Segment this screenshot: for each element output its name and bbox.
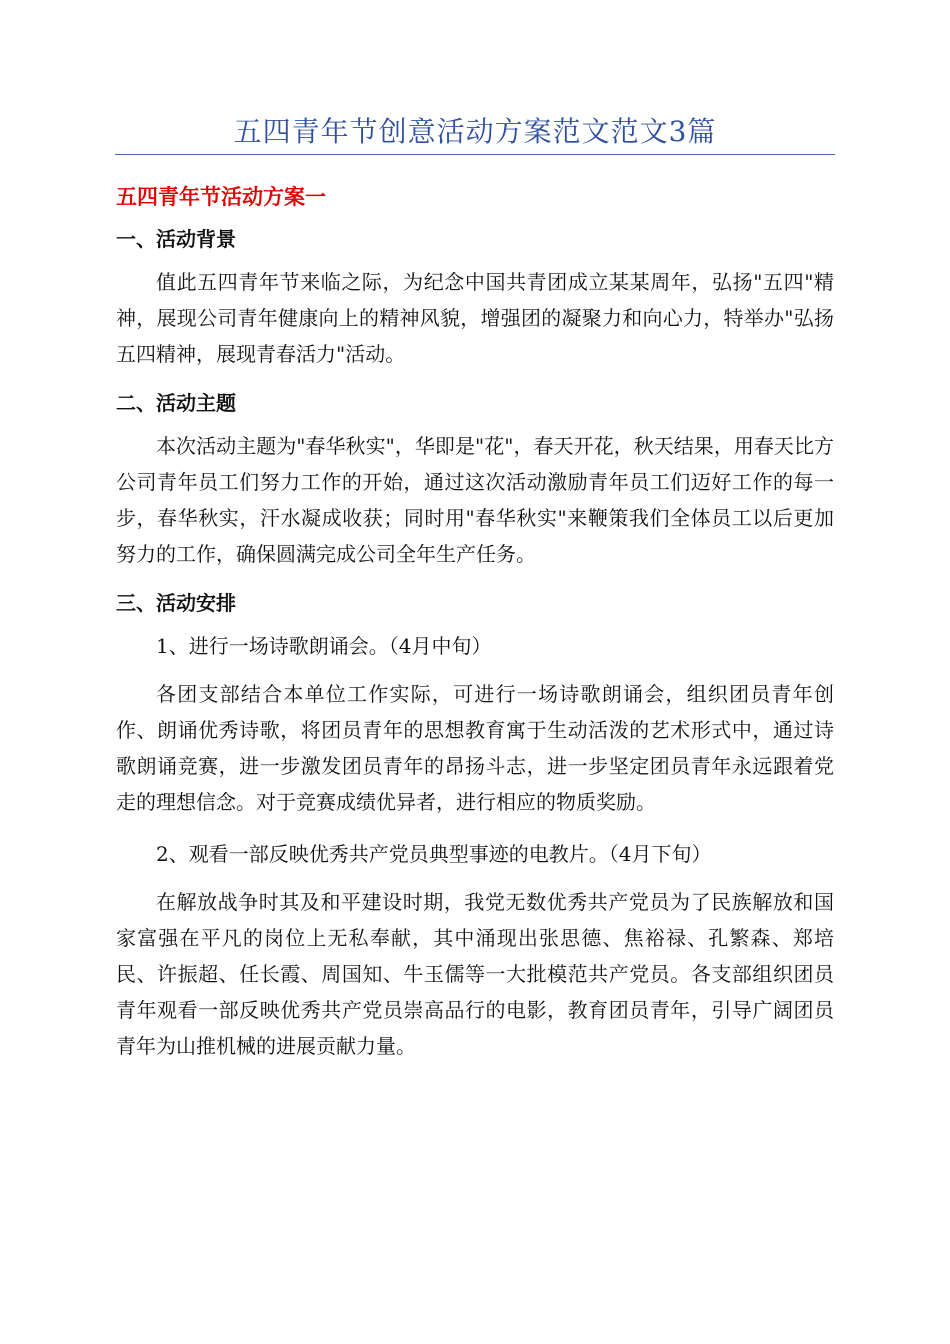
section-heading-background: 一、活动背景 bbox=[116, 227, 236, 251]
plan-title: 五四青年节活动方案一 bbox=[116, 185, 326, 209]
arrangement-item-2: 2、观看一部反映优秀共产党员典型事迹的电教片。（4月下旬） bbox=[156, 842, 712, 866]
arrangement-item-1: 1、进行一场诗歌朗诵会。（4月中旬） bbox=[156, 634, 492, 658]
document-body bbox=[116, 168, 834, 1080]
theme-paragraph: 本次活动主题为"春华秋实"，华即是"花"，春天开花，秋天结果，用春天比方公司青年员工们努力工作的开始，通过这次活动激励青年员工们迈好工作的每一步，春华秋实，汗水凝成收获；同时用"春华秋实"来鞭策我们全体员工以后更加努力的工作，确保圆满完成公司全年生产任务。 bbox=[116, 434, 834, 566]
document-title: 五四青年节创意活动方案范文范文3篇 bbox=[233, 115, 717, 148]
arrangement-item-1-paragraph: 各团支部结合本单位工作实际，可进行一场诗歌朗诵会，组织团员青年创作、朗诵优秀诗歌，将团员青年的思想教育寓于生动活泼的艺术形式中，通过诗歌朗诵竞赛，进一步激发团员青年的昂扬斗志，进一步坚定团员青年永远跟着党走的理想信念。对于竞赛成绩优异者，进行相应的物质奖励。 bbox=[116, 682, 834, 814]
section-heading-theme: 二、活动主题 bbox=[116, 391, 236, 415]
arrangement-item-2-paragraph: 在解放战争时其及和平建设时期，我党无数优秀共产党员为了民族解放和国家富强在平凡的岗位上无私奉献，其中涌现出张思德、焦裕禄、孔繁森、郑培民、许振超、任长霞、周国知、牛玉儒等一大批模范共产党员。各支部组织团员青年观看一部反映优秀共产党员崇高品行的电影，教育团员青年，引导广阔团员青年为山推机械的进展贡献力量。 bbox=[116, 890, 834, 1058]
section-heading-arrangement: 三、活动安排 bbox=[116, 591, 236, 615]
title-underline bbox=[115, 154, 835, 155]
background-paragraph: 值此五四青年节来临之际，为纪念中国共青团成立某某周年，弘扬"五四"精神，展现公司青年健康向上的精神风貌，增强团的凝聚力和向心力，特举办"弘扬五四精神，展现青春活力"活动。 bbox=[116, 270, 834, 366]
